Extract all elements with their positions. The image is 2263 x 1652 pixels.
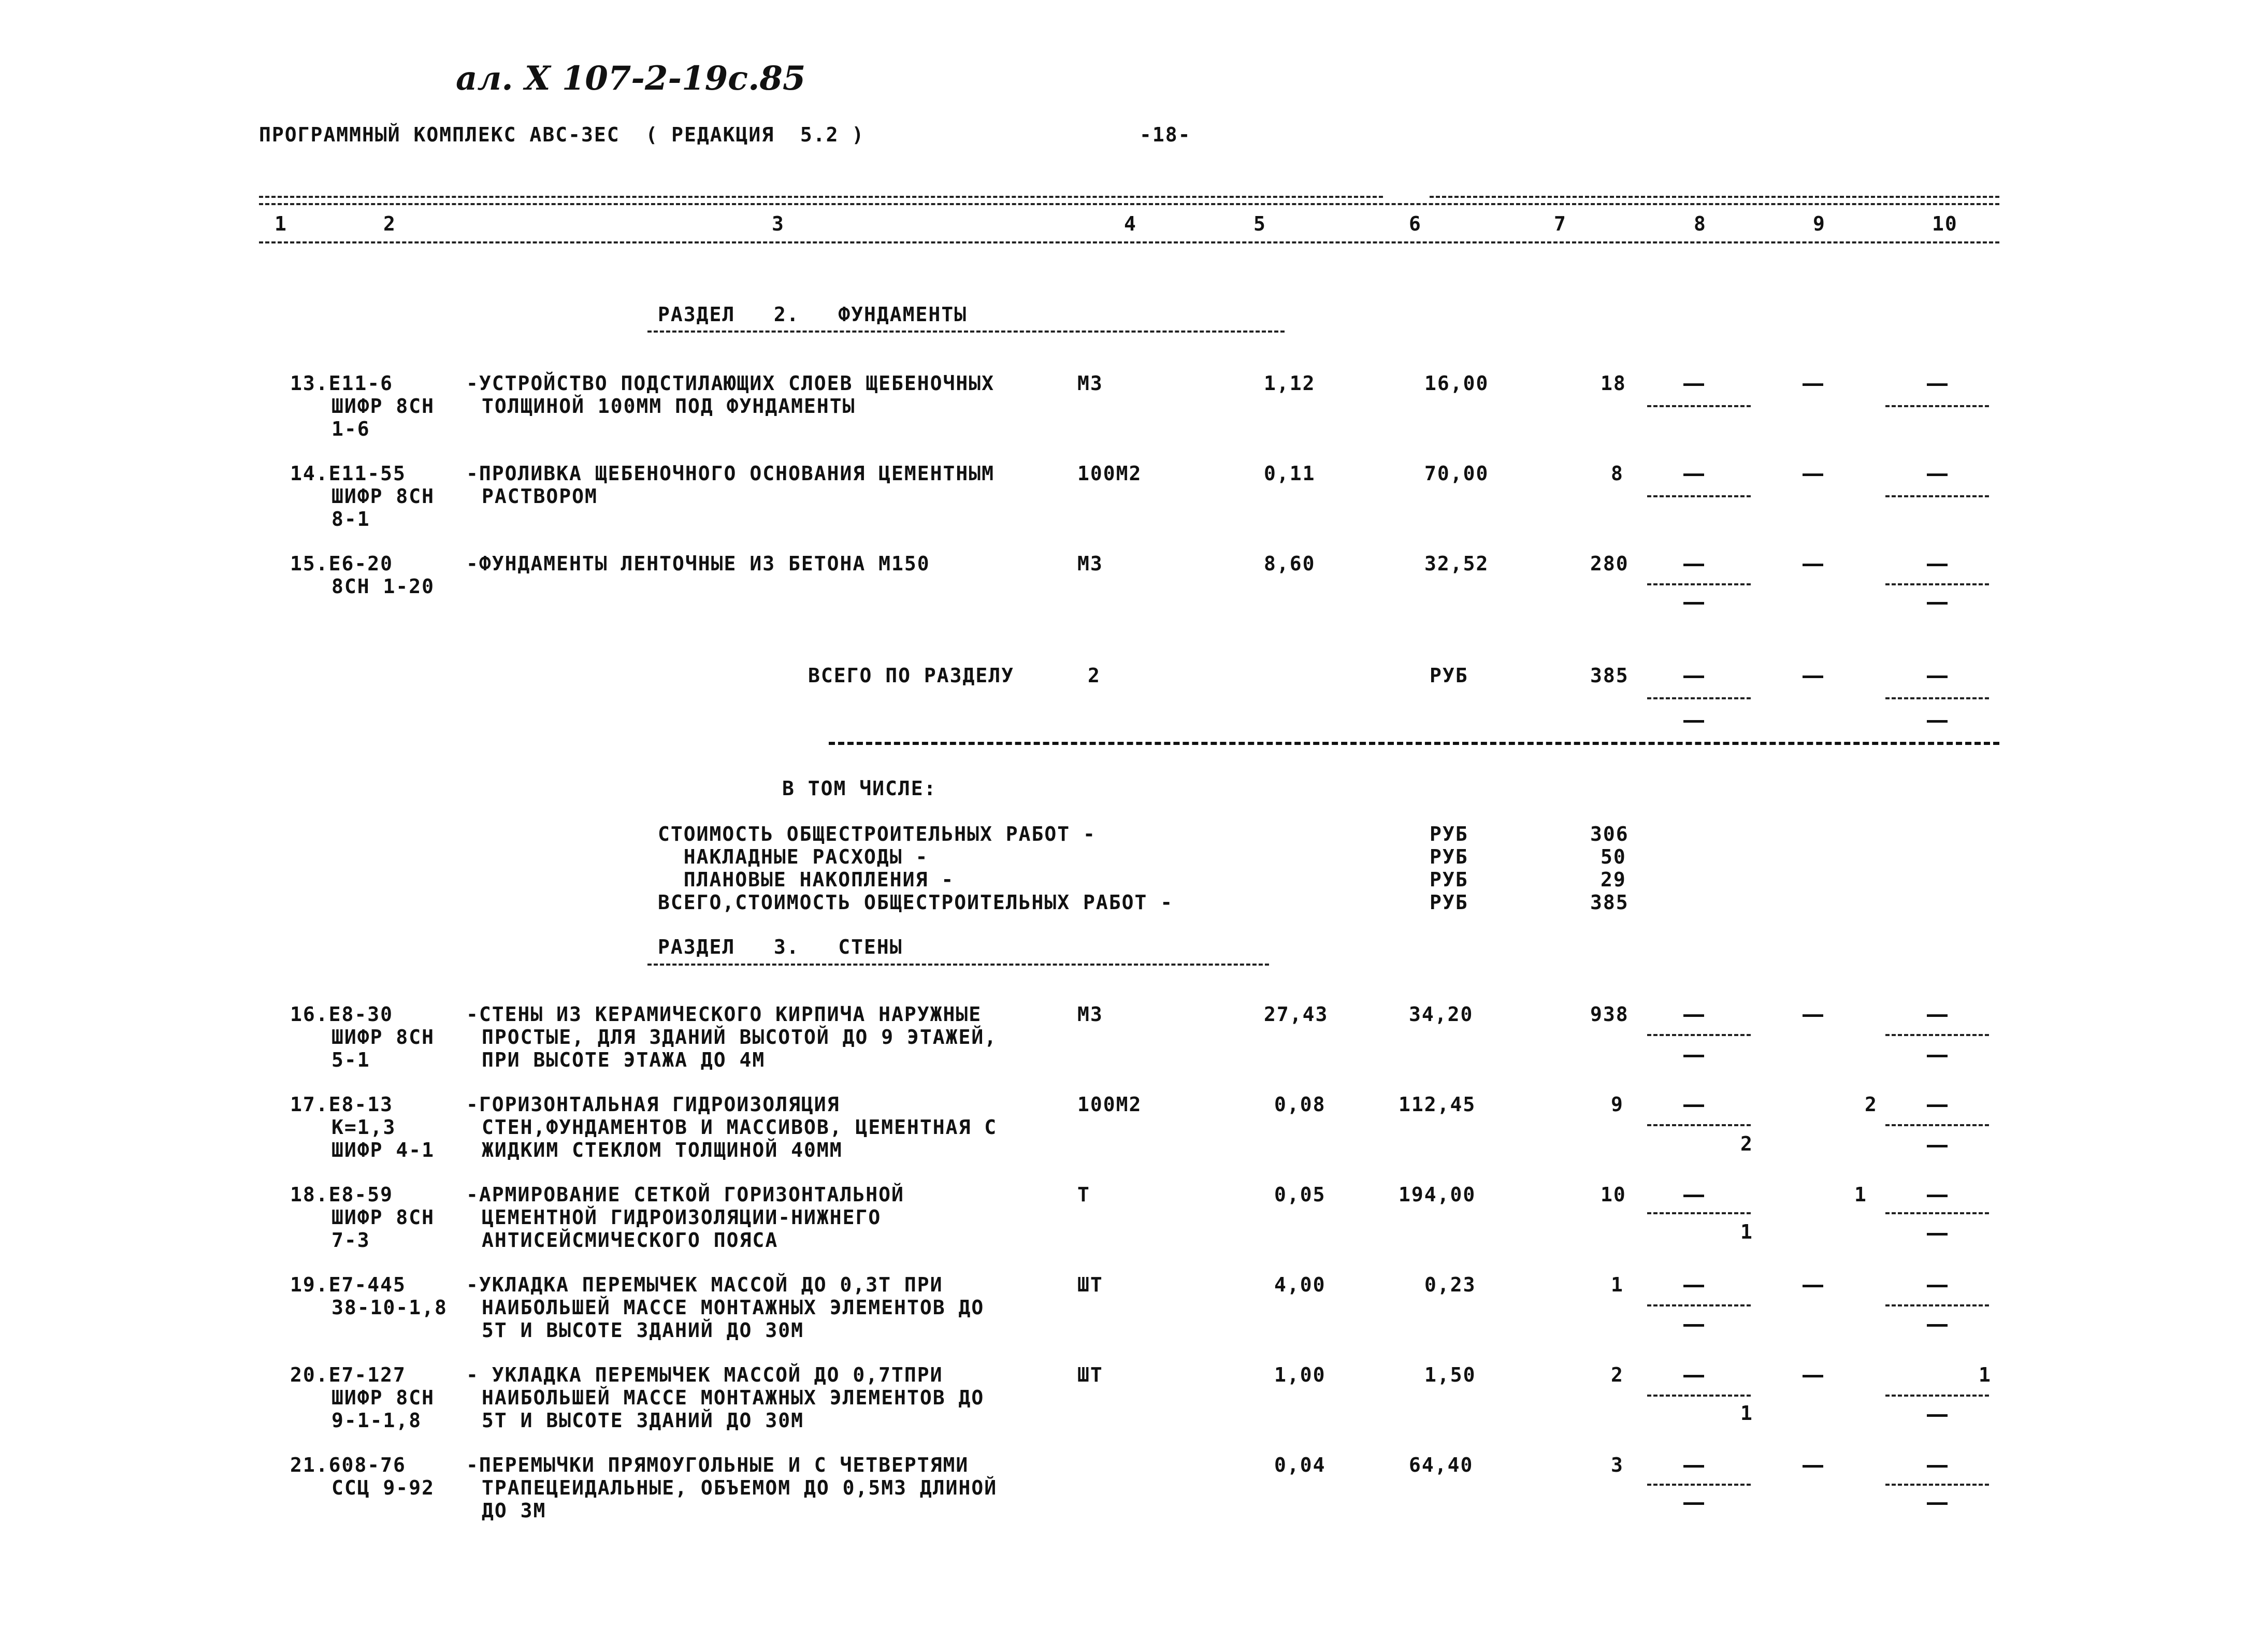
handwritten-reference: ал. X 107-2-19с.85 <box>456 59 806 98</box>
col-2: 2 <box>383 212 396 235</box>
row17-code-1: 17.Е8-13 <box>290 1093 394 1116</box>
breakdown-label-2: НАКЛАДНЫЕ РАСХОДЫ - <box>658 845 929 868</box>
row13-rule-a <box>1647 405 1751 407</box>
row18-price: 194,00 <box>1399 1183 1476 1206</box>
total-rule-a <box>1647 697 1751 699</box>
row14-rule-a <box>1647 495 1751 497</box>
section2-title-underline <box>647 331 1285 333</box>
row14-code-1: 14.Е11-55 <box>290 462 406 485</box>
row15-dash-c8 <box>1683 564 1704 566</box>
row14-rule-b <box>1885 495 1989 497</box>
row21-dash-c10 <box>1927 1465 1948 1468</box>
page-number: -18- <box>1140 123 1191 146</box>
row19-rule-b <box>1885 1304 1989 1306</box>
breakdown-label-4: ВСЕГО,СТОИМОСТЬ ОБЩЕСТРОИТЕЛЬНЫХ РАБОТ - <box>658 891 1174 914</box>
row16-code-3: 5-1 <box>331 1048 370 1071</box>
col-6: 6 <box>1409 212 1422 235</box>
col-8: 8 <box>1694 212 1707 235</box>
program-header: ПРОГРАММНЫЙ КОМПЛЕКС АВС-3ЕС ( РЕДАКЦИЯ 5.2 ) <box>259 123 865 146</box>
breakdown-unit-4: РУБ <box>1430 891 1468 914</box>
row21-qty: 0,04 <box>1274 1454 1326 1476</box>
col-5: 5 <box>1253 212 1266 235</box>
row15-unit: М3 <box>1077 552 1103 575</box>
row16-dash-c10b <box>1927 1055 1948 1057</box>
breakdown-value-4: 385 <box>1590 891 1629 914</box>
row21-rule-a <box>1647 1484 1751 1486</box>
col-10: 10 <box>1932 212 1958 235</box>
row21-price: 64,40 <box>1409 1454 1474 1476</box>
row20-dash-c8 <box>1683 1375 1704 1377</box>
row21-desc-2: ТРАПЕЦЕИДАЛЬНЫЕ, ОБЪЕМОМ ДО 0,5М3 ДЛИНОЙ <box>482 1476 998 1499</box>
total-dash-c9 <box>1803 676 1823 678</box>
col-4: 4 <box>1124 212 1137 235</box>
row20-code-1: 20.Е7-127 <box>290 1363 406 1386</box>
row14-qty: 0,11 <box>1264 462 1316 485</box>
section2-total-value: 385 <box>1590 664 1629 687</box>
row21-dash-c8b <box>1683 1502 1704 1505</box>
section2-total-unit: РУБ <box>1430 664 1468 687</box>
row15-total: 280 <box>1590 552 1629 575</box>
row21-dash-c8 <box>1683 1465 1704 1468</box>
row17-dash-c10 <box>1927 1104 1948 1107</box>
row15-dash-c8b <box>1683 602 1704 605</box>
breakdown-unit-1: РУБ <box>1430 823 1468 845</box>
row20-c10-value: 1 <box>1979 1363 1992 1386</box>
row13-desc-1: -УСТРОЙСТВО ПОДСТИЛАЮЩИХ СЛОЕВ ЩЕБЕНОЧНЫХ <box>466 372 994 395</box>
row15-dash-c10b <box>1927 602 1948 605</box>
row16-price: 34,20 <box>1409 1003 1474 1026</box>
row21-dash-c10b <box>1927 1502 1948 1505</box>
row19-price: 0,23 <box>1424 1273 1476 1296</box>
row19-qty: 4,00 <box>1274 1273 1326 1296</box>
row16-code-2: ШИФР 8СН <box>331 1026 435 1048</box>
breakdown-heading: В ТОМ ЧИСЛЕ: <box>782 777 937 800</box>
breakdown-unit-3: РУБ <box>1430 868 1468 891</box>
row20-c9b-value: 1 <box>1740 1402 1753 1425</box>
row16-rule-b <box>1885 1034 1989 1036</box>
row14-dash-c9 <box>1803 473 1823 476</box>
row17-code-3: ШИФР 4-1 <box>331 1139 435 1161</box>
row20-code-3: 9-1-1,8 <box>331 1409 422 1432</box>
row18-c9b-value: 1 <box>1740 1220 1753 1243</box>
row18-dash-c10 <box>1927 1195 1948 1197</box>
row16-code-1: 16.Е8-30 <box>290 1003 394 1026</box>
row13-unit: М3 <box>1077 372 1103 395</box>
section3-title: РАЗДЕЛ 3. СТЕНЫ <box>658 936 903 958</box>
header-rule-bottom <box>259 241 1999 243</box>
row17-total: 9 <box>1611 1093 1624 1116</box>
row17-dash-c8 <box>1683 1104 1704 1107</box>
row21-code-1: 21.608-76 <box>290 1454 406 1476</box>
row14-desc-1: -ПРОЛИВКА ЩЕБЕНОЧНОГО ОСНОВАНИЯ ЦЕМЕНТНЫМ <box>466 462 994 485</box>
section2-title: РАЗДЕЛ 2. ФУНДАМЕНТЫ <box>658 303 968 326</box>
row14-dash-c8 <box>1683 473 1704 476</box>
row13-rule-b <box>1885 405 1989 407</box>
row17-rule-b <box>1885 1124 1989 1126</box>
col-1: 1 <box>275 212 287 235</box>
total-rule-b <box>1885 697 1989 699</box>
row18-code-2: ШИФР 8СН <box>331 1206 435 1229</box>
row13-total: 18 <box>1601 372 1626 395</box>
row14-code-3: 8-1 <box>331 508 370 530</box>
row15-price: 32,52 <box>1424 552 1489 575</box>
total-dash-c8b <box>1683 720 1704 723</box>
row16-qty: 27,43 <box>1264 1003 1329 1026</box>
row13-code-1: 13.Е11-6 <box>290 372 394 395</box>
row17-c9b-value: 2 <box>1740 1132 1753 1155</box>
row19-unit: ШТ <box>1077 1273 1103 1296</box>
row13-price: 16,00 <box>1424 372 1489 395</box>
row20-total: 2 <box>1611 1363 1624 1386</box>
row18-code-3: 7-3 <box>331 1229 370 1252</box>
row19-total: 1 <box>1611 1273 1624 1296</box>
row13-dash-c10 <box>1927 383 1948 386</box>
row16-dash-c9 <box>1803 1014 1823 1017</box>
row21-total: 3 <box>1611 1454 1624 1476</box>
row15-desc-1: -ФУНДАМЕНТЫ ЛЕНТОЧНЫЕ ИЗ БЕТОНА М150 <box>466 552 930 575</box>
row14-dash-c10 <box>1927 473 1948 476</box>
row18-rule-a <box>1647 1212 1751 1214</box>
row20-dash-c9 <box>1803 1375 1823 1377</box>
breakdown-label-1: СТОИМОСТЬ ОБЩЕСТРОИТЕЛЬНЫХ РАБОТ - <box>658 823 1096 845</box>
breakdown-label-3: ПЛАНОВЫЕ НАКОПЛЕНИЯ - <box>658 868 955 891</box>
row14-unit: 100М2 <box>1077 462 1142 485</box>
breakdown-value-3: 29 <box>1601 868 1626 891</box>
row18-rule-b <box>1885 1212 1989 1214</box>
col-9: 9 <box>1813 212 1826 235</box>
header-rule-top-right <box>1430 196 1999 198</box>
row17-c9-value: 2 <box>1865 1093 1878 1116</box>
row21-dash-c9 <box>1803 1465 1823 1468</box>
row20-price: 1,50 <box>1424 1363 1476 1386</box>
row19-dash-c10 <box>1927 1285 1948 1287</box>
total-dash-c8 <box>1683 676 1704 678</box>
row13-desc-2: ТОЛЩИНОЙ 100ММ ПОД ФУНДАМЕНТЫ <box>482 395 856 418</box>
row18-desc-2: ЦЕМЕНТНОЙ ГИДРОИЗОЛЯЦИИ-НИЖНЕГО <box>482 1206 882 1229</box>
row20-desc-3: 5Т И ВЫСОТЕ ЗДАНИЙ ДО 30М <box>482 1409 804 1432</box>
section3-title-underline <box>647 964 1269 966</box>
row20-unit: ШТ <box>1077 1363 1103 1386</box>
row21-desc-3: ДО 3М <box>482 1499 546 1522</box>
row15-dash-c9 <box>1803 564 1823 566</box>
row15-rule-a <box>1647 583 1751 585</box>
row19-desc-3: 5Т И ВЫСОТЕ ЗДАНИЙ ДО 30М <box>482 1319 804 1342</box>
row19-dash-c10b <box>1927 1324 1948 1327</box>
breakdown-unit-2: РУБ <box>1430 845 1468 868</box>
row18-qty: 0,05 <box>1274 1183 1326 1206</box>
row17-price: 112,45 <box>1399 1093 1476 1116</box>
row14-total: 8 <box>1611 462 1624 485</box>
row21-desc-1: -ПЕРЕМЫЧКИ ПРЯМОУГОЛЬНЫЕ И С ЧЕТВЕРТЯМИ <box>466 1454 969 1476</box>
row19-dash-c8b <box>1683 1324 1704 1327</box>
row17-qty: 0,08 <box>1274 1093 1326 1116</box>
col-3: 3 <box>772 212 785 235</box>
row16-dash-c8b <box>1683 1055 1704 1057</box>
row16-rule-a <box>1647 1034 1751 1036</box>
row14-code-2: ШИФР 8СН <box>331 485 435 508</box>
row17-unit: 100М2 <box>1077 1093 1142 1116</box>
row13-dash-c9 <box>1803 383 1823 386</box>
row19-code-2: 38-10-1,8 <box>331 1296 448 1319</box>
row15-qty: 8,60 <box>1264 552 1316 575</box>
total-dash-c10b <box>1927 720 1948 723</box>
row16-total: 938 <box>1590 1003 1629 1026</box>
row17-code-2: К=1,3 <box>331 1116 396 1139</box>
row17-desc-1: -ГОРИЗОНТАЛЬНАЯ ГИДРОИЗОЛЯЦИЯ <box>466 1093 840 1116</box>
row18-desc-1: -АРМИРОВАНИЕ СЕТКОЙ ГОРИЗОНТАЛЬНОЙ <box>466 1183 904 1206</box>
row13-code-2: ШИФР 8СН <box>331 395 435 418</box>
row13-qty: 1,12 <box>1264 372 1316 395</box>
row15-dash-c10 <box>1927 564 1948 566</box>
row19-dash-c9 <box>1803 1285 1823 1287</box>
row16-desc-2: ПРОСТЫЕ, ДЛЯ ЗДАНИЙ ВЫСОТОЙ ДО 9 ЭТАЖЕЙ, <box>482 1026 998 1048</box>
row19-dash-c8 <box>1683 1285 1704 1287</box>
row20-qty: 1,00 <box>1274 1363 1326 1386</box>
row20-desc-2: НАИБОЛЬШЕЙ МАССЕ МОНТАЖНЫХ ЭЛЕМЕНТОВ ДО <box>482 1386 985 1409</box>
row14-desc-2: РАСТВОРОМ <box>482 485 598 508</box>
row16-dash-c8 <box>1683 1014 1704 1017</box>
row16-desc-3: ПРИ ВЫСОТЕ ЭТАЖА ДО 4М <box>482 1048 766 1071</box>
row17-desc-2: СТЕН,ФУНДАМЕНТОВ И МАССИВОВ, ЦЕМЕНТНАЯ С <box>482 1116 998 1139</box>
row17-rule-a <box>1647 1124 1751 1126</box>
row20-rule-a <box>1647 1395 1751 1397</box>
row18-total: 10 <box>1601 1183 1626 1206</box>
section2-total-number: 2 <box>1088 664 1101 687</box>
row16-desc-1: -СТЕНЫ ИЗ КЕРАМИЧЕСКОГО КИРПИЧА НАРУЖНЫЕ <box>466 1003 982 1026</box>
row17-dash-c10b <box>1927 1145 1948 1147</box>
row16-unit: М3 <box>1077 1003 1103 1026</box>
row18-code-1: 18.Е8-59 <box>290 1183 394 1206</box>
row20-dash-c10b <box>1927 1414 1948 1417</box>
row19-rule-a <box>1647 1304 1751 1306</box>
row21-code-2: ССЦ 9-92 <box>331 1476 435 1499</box>
row18-desc-3: АНТИСЕЙСМИЧЕСКОГО ПОЯСА <box>482 1229 779 1252</box>
row18-c9-value: 1 <box>1854 1183 1867 1206</box>
row18-dash-c8 <box>1683 1195 1704 1197</box>
row17-desc-3: ЖИДКИМ СТЕКЛОМ ТОЛЩИНОЙ 40ММ <box>482 1139 843 1161</box>
row16-dash-c10 <box>1927 1014 1948 1017</box>
row19-desc-1: -УКЛАДКА ПЕРЕМЫЧЕК МАССОЙ ДО 0,3Т ПРИ <box>466 1273 943 1296</box>
col-7: 7 <box>1554 212 1567 235</box>
section2-total-label: ВСЕГО ПО РАЗДЕЛУ <box>808 664 1015 687</box>
row18-unit: Т <box>1077 1183 1090 1206</box>
row20-code-2: ШИФР 8СН <box>331 1386 435 1409</box>
breakdown-value-2: 50 <box>1601 845 1626 868</box>
breakdown-value-1: 306 <box>1590 823 1629 845</box>
row13-dash-c8 <box>1683 383 1704 386</box>
row21-rule-b <box>1885 1484 1989 1486</box>
row13-code-3: 1-6 <box>331 418 370 440</box>
row15-code-2: 8СН 1-20 <box>331 575 435 598</box>
row15-rule-b <box>1885 583 1989 585</box>
row14-price: 70,00 <box>1424 462 1489 485</box>
total-dash-c10 <box>1927 676 1948 678</box>
row20-desc-1: - УКЛАДКА ПЕРЕМЫЧЕК МАССОЙ ДО 0,7ТПРИ <box>466 1363 943 1386</box>
row20-rule-b <box>1885 1395 1989 1397</box>
row19-desc-2: НАИБОЛЬШЕЙ МАССЕ МОНТАЖНЫХ ЭЛЕМЕНТОВ ДО <box>482 1296 985 1319</box>
row15-code-1: 15.Е6-20 <box>290 552 394 575</box>
header-rule-top-left <box>259 196 1383 198</box>
row18-dash-c10b <box>1927 1233 1948 1236</box>
header-rule-top-2 <box>259 203 1999 205</box>
section2-total-rule <box>829 742 1999 745</box>
row19-code-1: 19.Е7-445 <box>290 1273 406 1296</box>
